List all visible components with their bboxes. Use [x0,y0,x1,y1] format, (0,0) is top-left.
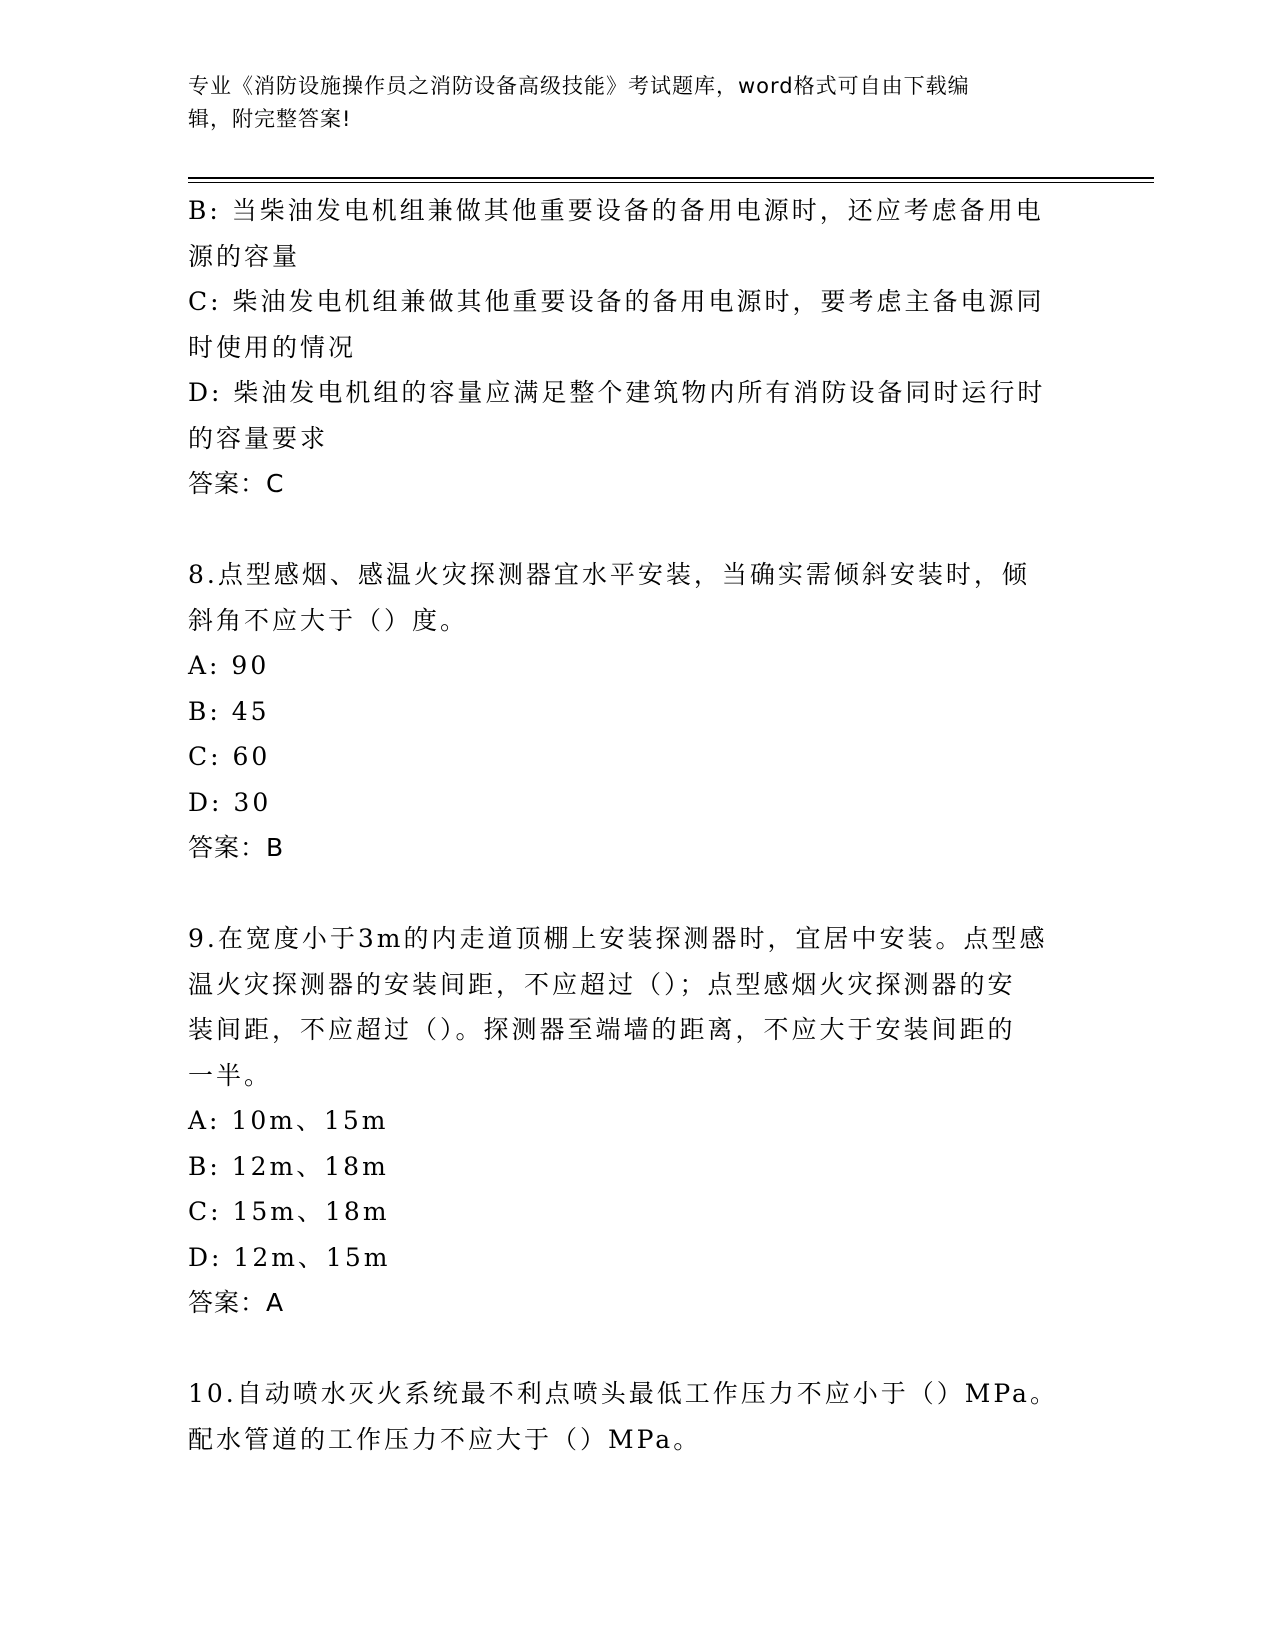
q9-option-a: A: 10m、15m [188,1106,389,1135]
question-7-continued [188,188,1088,507]
q10-stem-line-2: 配水管道的工作压力不应大于（）MPa。 [188,1424,702,1454]
spacer [188,1326,1088,1372]
q8-option-b: B: 45 [188,696,270,726]
q9-option-c: C: 15m、18m [188,1197,390,1226]
q9-stem-line-2: 温火灾探测器的安装间距，不应超过（）；点型感烟火灾探测器的安 [188,969,1016,999]
q9-stem-line-4: 一半。 [188,1060,273,1090]
question-9 [188,916,1088,1326]
q8-option-c: C: 60 [188,742,271,771]
q7-option-b-line-1: B: 当柴油发电机组兼做其他重要设备的备用电源时，还应考虑备用电 [188,196,1044,225]
q10-stem-line-1: 10.自动喷水灭火系统最不利点喷头最低工作压力不应小于（）MPa。 [188,1379,1058,1408]
q9-stem-line-1: 9.在宽度小于3m的内走道顶棚上安装探测器时，宜居中安装。点型感 [188,924,1048,953]
q8-stem-line-1: 8.点型感烟、感温火灾探测器宜水平安装，当确实需倾斜安装时，倾 [188,560,1030,589]
document-header [188,70,1088,136]
q7-answer: 答案：C [188,469,285,498]
q7-option-b-line-2: 源的容量 [188,241,301,271]
question-8 [188,552,1088,871]
spacer [188,507,1088,553]
question-10 [188,1371,1088,1462]
q9-stem-line-3: 装间距，不应超过（）。探测器至端墙的距离，不应大于安装间距的 [188,1015,1016,1044]
q9-option-b: B: 12m、18m [188,1151,389,1181]
header-rule-thin [188,182,1154,183]
q8-answer: 答案：B [188,833,285,862]
q9-option-d: D: 12m、15m [188,1242,391,1272]
header-line-2: 辑，附完整答案! [188,107,352,131]
q7-option-d-line-2: 的容量要求 [188,423,329,453]
q7-option-c-line-2: 时使用的情况 [188,332,357,362]
q7-option-d-line-1: D: 柴油发电机组的容量应满足整个建筑物内所有消防设备同时运行时 [188,378,1046,407]
document-body [188,188,1088,1462]
q8-stem-line-2: 斜角不应大于（）度。 [188,605,469,635]
spacer [188,871,1088,917]
header-rule-thick [188,177,1154,179]
q9-answer: 答案：A [188,1288,285,1317]
q7-option-c-line-1: C: 柴油发电机组兼做其他重要设备的备用电源时，要考虑主备电源同 [188,287,1045,316]
q8-option-d: D: 30 [188,787,272,817]
q8-option-a: A: 90 [188,651,270,680]
header-line-1: 专业《消防设施操作员之消防设备高级技能》考试题库，word格式可自由下载编 [188,74,970,98]
